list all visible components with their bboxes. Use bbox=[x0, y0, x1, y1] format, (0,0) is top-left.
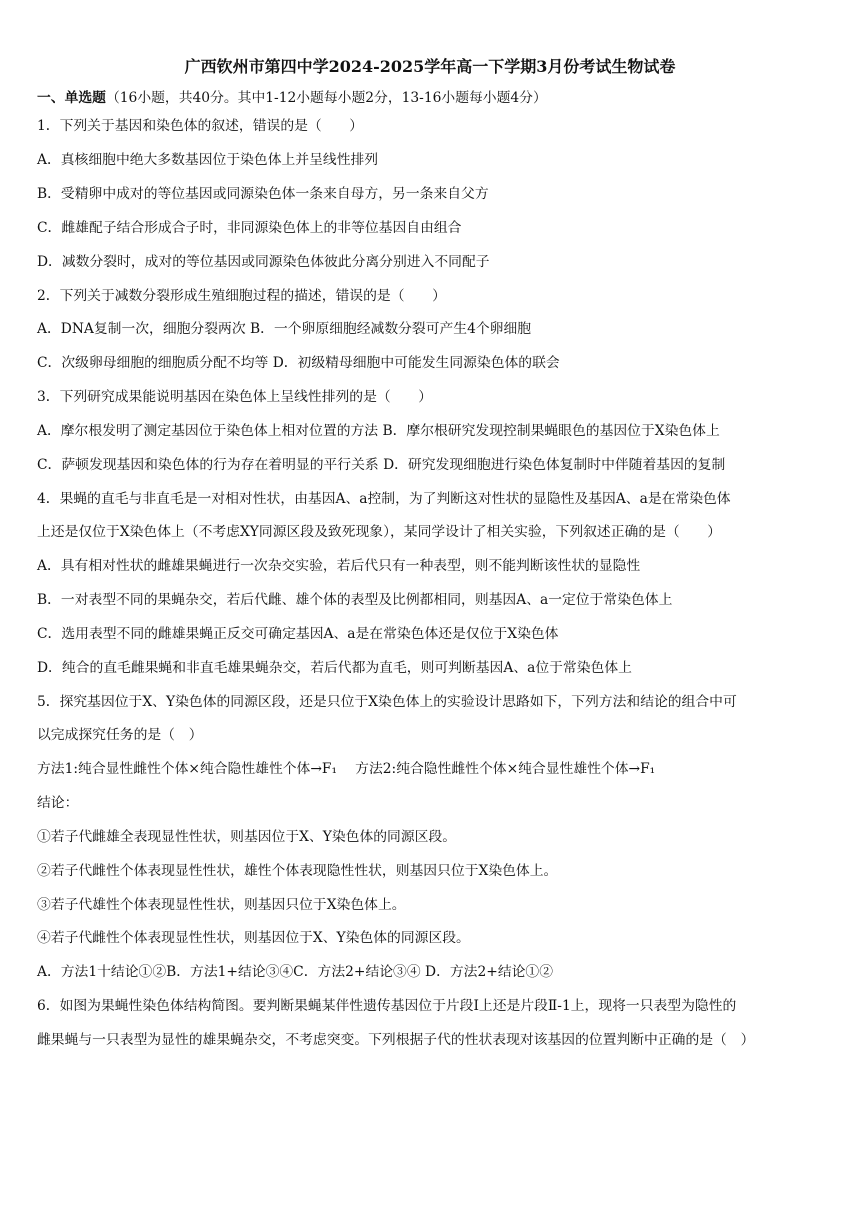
question-4-option-b: B．一对表型不同的果蝇杂交，若后代雌、雄个体的表型及比例都相同，则基因A、a一定位于常染色体上 bbox=[37, 592, 673, 608]
question-4-option-d: D．纯合的直毛雌果蝇和非直毛雄果蝇杂交，若后代都为直毛，则可判断基因A、a位于常染色体上 bbox=[37, 660, 632, 676]
question-5-conclusion-1: ①若子代雌雄全表现显性性状，则基因位于X、Y染色体的同源区段。 bbox=[37, 829, 457, 845]
question-6-stem-line-2: 雌果蝇与一只表型为显性的雄果蝇杂交，不考虑突变。下列根据子代的性状表现对该基因的位置判断中正确的是（ ） bbox=[37, 1032, 755, 1048]
exam-title: 广西钦州市第四中学2024-2025学年高一下学期3月份考试生物试卷 bbox=[184, 57, 676, 76]
section-heading-line bbox=[37, 88, 827, 108]
section-note: （16小题，共40分。其中1-12小题每小题2分，13-16小题每小题4分） bbox=[105, 90, 547, 106]
question-5-options: A．方法1十结论①②B．方法1+结论③④C．方法2+结论③④ D．方法2+结论①② bbox=[37, 964, 554, 980]
question-1-stem: 1．下列关于基因和染色体的叙述，错误的是（ ） bbox=[37, 118, 364, 134]
question-1-option-a: A．真核细胞中绝大多数基因位于染色体上并呈线性排列 bbox=[37, 152, 379, 168]
question-2-options-cd: C．次级卵母细胞的细胞质分配不均等 D．初级精母细胞中可能发生同源染色体的联会 bbox=[37, 355, 560, 371]
question-4-option-c: C．选用表型不同的雌雄果蝇正反交可确定基因A、a是在常染色体还是仅位于X染色体 bbox=[37, 626, 559, 642]
question-5-conclusion-3: ③若子代雄性个体表现显性性状，则基因只位于X染色体上。 bbox=[37, 897, 406, 913]
question-5-conclusion-2: ②若子代雌性个体表现显性性状，雄性个体表现隐性性状，则基因只位于X染色体上。 bbox=[37, 863, 558, 879]
question-6-stem-line-1: 6．如图为果蝇性染色体结构简图。要判断果蝇某伴性遗传基因位于片段Ⅰ上还是片段Ⅱ-1上，现将一只表型为隐性的 bbox=[37, 998, 737, 1014]
question-4-stem-line-1: 4．果蝇的直毛与非直毛是一对相对性状，由基因A、a控制，为了判断这对性状的显隐性及基因A、a是在常染色体 bbox=[37, 491, 731, 507]
question-5-stem-line-1: 5．探究基因位于X、Y染色体的同源区段，还是只位于X染色体上的实验设计思路如下，下列方法和结论的组合中可 bbox=[37, 694, 737, 710]
question-5-conclusion-label: 结论： bbox=[37, 795, 79, 811]
question-3-options-ab: A．摩尔根发明了测定基因位于染色体上相对位置的方法 B．摩尔根研究发现控制果蝇眼色的基因位于X染色体上 bbox=[37, 423, 720, 439]
question-2-stem: 2．下列关于减数分裂形成生殖细胞过程的描述，错误的是（ ） bbox=[37, 288, 446, 304]
question-2-options-ab: A．DNA复制一次，细胞分裂两次 B．一个卵原细胞经减数分裂可产生4个卵细胞 bbox=[37, 321, 532, 337]
question-5-conclusion-4: ④若子代雌性个体表现显性性状，则基因位于X、Y染色体的同源区段。 bbox=[37, 930, 470, 946]
question-4-option-a: A．具有相对性状的雌雄果蝇进行一次杂交实验，若后代只有一种表型，则不能判断该性状的显隐性 bbox=[37, 558, 641, 574]
question-1-option-c: C．雌雄配子结合形成合子时，非同源染色体上的非等位基因自由组合 bbox=[37, 220, 462, 236]
question-3-stem: 3．下列研究成果能说明基因在染色体上呈线性排列的是（ ） bbox=[37, 389, 433, 405]
section-heading: 一、单选题 bbox=[37, 90, 106, 106]
question-3-options-cd: C．萨顿发现基因和染色体的行为存在着明显的平行关系 D．研究发现细胞进行染色体复制时中伴随着基因的复制 bbox=[37, 457, 726, 473]
question-1-option-d: D．减数分裂时，成对的等位基因或同源染色体彼此分离分别进入不同配子 bbox=[37, 254, 490, 270]
question-5-methods: 方法1:纯合显性雌性个体×纯合隐性雄性个体→F₁ 方法2:纯合隐性雌性个体×纯合显性雄性个体→F₁ bbox=[37, 761, 656, 777]
question-5-stem-line-2: 以完成探究任务的是（ ） bbox=[37, 727, 203, 743]
question-1-option-b: B．受精卵中成对的等位基因或同源染色体一条来自母方，另一条来自父方 bbox=[37, 186, 489, 202]
question-4-stem-line-2: 上还是仅位于X染色体上（不考虑XY同源区段及致死现象），某同学设计了相关实验，下列叙述正确的是（ ） bbox=[37, 524, 722, 540]
